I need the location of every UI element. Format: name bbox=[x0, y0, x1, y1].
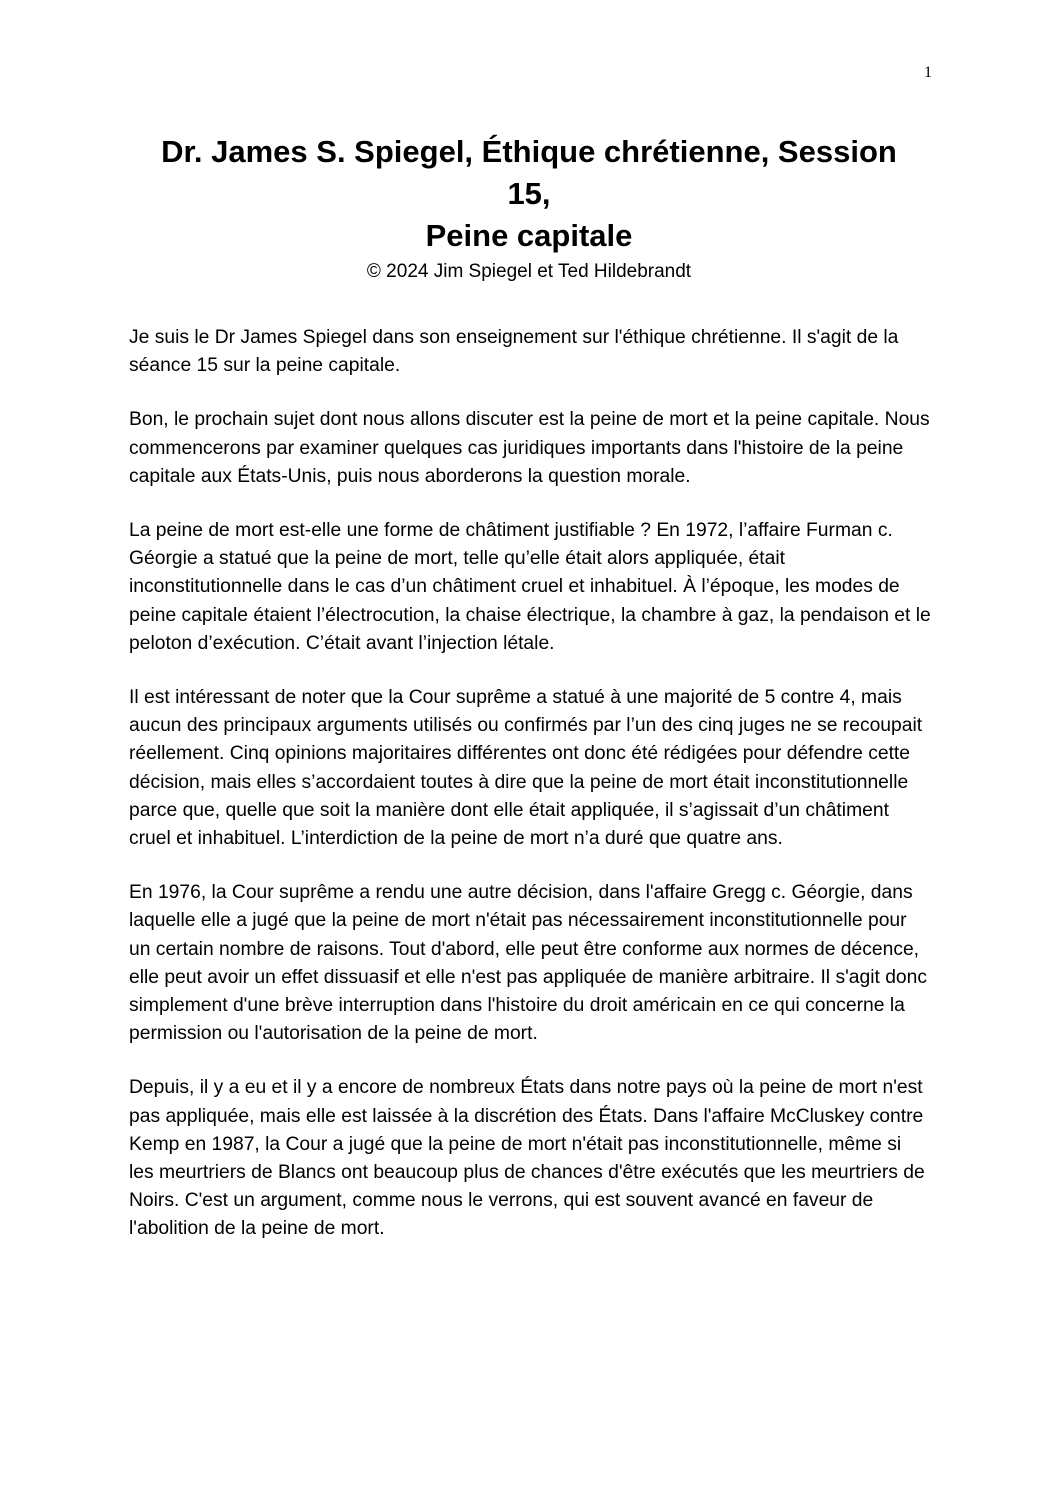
paragraph-3: La peine de mort est-elle une forme de châtiment justifiable ? En 1972, l’affaire Furman c. Géorgie a statué que la peine de mort, telle qu’elle était alors appliquée, était inconstitutionnelle dans le cas d’un châtiment cruel et inhabituel. À l’époque, les modes de peine capitale étaient l’électrocution, la chaise électrique, la chambre à gaz, la pendaison et le peloton d’exécution. C’était avant l’injection létale. bbox=[129, 520, 931, 654]
title-line-1: Dr. James S. Spiegel, Éthique chrétienne, Session bbox=[161, 134, 897, 169]
title-block bbox=[128, 131, 930, 285]
paragraph-4: Il est intéressant de noter que la Cour suprême a statué à une majorité de 5 contre 4, mais aucun des principaux arguments utilisés ou confirmés par l’un des cinq juges ne se recoupait réellement. Cinq opinions majoritaires différentes ont donc été rédigées pour défendre cette décision, mais elles s’accordaient toutes à dire que la peine de mort était inconstitutionnelle parce que, quelle que soit la manière dont elle était appliquée, il s’agissait d’un châtiment cruel et inhabituel. L’interdiction de la peine de mort n’a duré que quatre ans. bbox=[129, 687, 923, 850]
paragraph-2: Bon, le prochain sujet dont nous allons discuter est la peine de mort et la peine capitale. Nous commencerons par examiner quelques cas juridiques importants dans l'histoire de la peine capitale aux États-Unis, puis nous aborderons la question morale. bbox=[129, 409, 930, 487]
document-title bbox=[128, 131, 930, 257]
copyright-notice: © 2024 Jim Spiegel et Ted Hildebrandt bbox=[366, 261, 692, 282]
paragraph-5: En 1976, la Cour suprême a rendu une autre décision, dans l'affaire Gregg c. Géorgie, dans laquelle elle a jugé que la peine de mort n'était pas nécessairement inconstitutionnelle pour un certain nombre de raisons. Tout d'abord, elle peut être conforme aux normes de décence, elle peut avoir un effet dissuasif et elle n'est pas appliquée de manière arbitraire. Il s'agit donc simplement d'une brève interruption dans l'histoire du droit américain en ce qui concerne la permission ou l'autorisation de la peine de mort. bbox=[129, 882, 928, 1045]
paragraph-6: Depuis, il y a eu et il y a encore de nombreux États dans notre pays où la peine de mort n'est pas appliquée, mais elle est laissée à la discrétion des États. Dans l'affaire McCluskey contre Kemp en 1987, la Cour a jugé que la peine de mort n'était pas inconstitutionnelle, même si les meurtriers de Blancs ont beaucoup plus de chances d'être exécutés que les meurtriers de Noirs. C'est un argument, comme nous le verrons, qui est souvent avancé en faveur de l'abolition de la peine de mort. bbox=[129, 1077, 925, 1240]
title-line-3: Peine capitale bbox=[425, 218, 633, 253]
page-number: 1 bbox=[924, 64, 932, 81]
title-line-2: 15, bbox=[507, 176, 551, 211]
paragraph-1: Je suis le Dr James Spiegel dans son enseignement sur l'éthique chrétienne. Il s'agit de la séance 15 sur la peine capitale. bbox=[129, 327, 899, 377]
document-body bbox=[129, 324, 931, 1270]
